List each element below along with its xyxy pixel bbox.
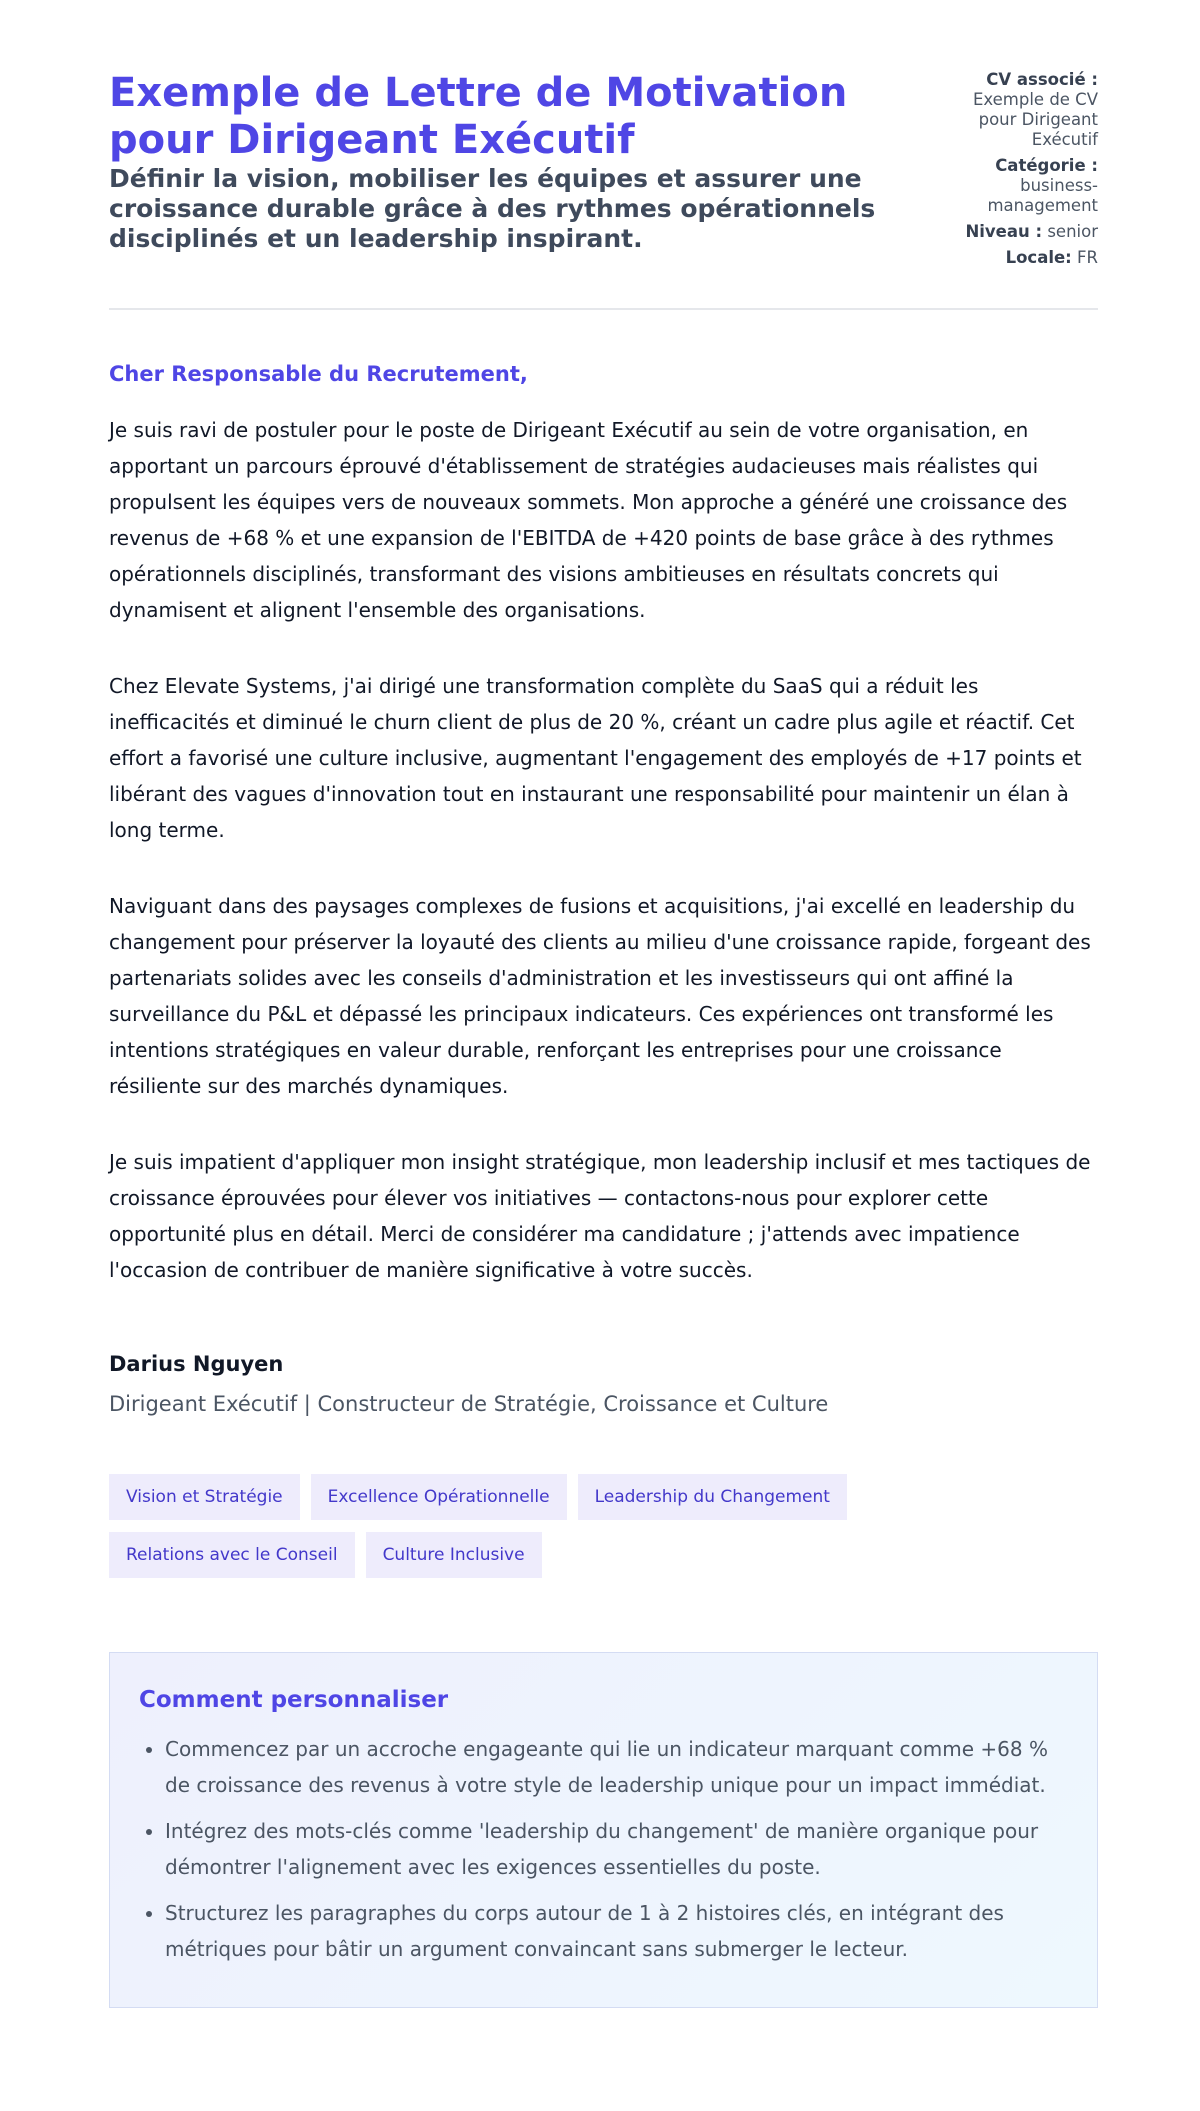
meta-cv	[948, 70, 1098, 150]
meta-category-value: business-management	[987, 176, 1098, 215]
tips-title: Comment personnaliser	[139, 1687, 449, 1713]
letter-body	[109, 412, 1098, 1288]
tip-item: • Intégrez des mots-clés comme 'leadership du changement' de manière organique pour démontrer l'alignement avec les exigences essentielles du poste.	[165, 1813, 1067, 1885]
letter-paragraph: Chez Elevate Systems, j'ai dirigé une transformation complète du SaaS qui a réduit les inefficacités et diminué le churn client de plus de 20 %, créant un cadre plus agile et réactif. Cet effort a favorisé une culture inclusive, augmentant l'engagement des employés de +17 points et libérant des vagues d'innovation tout en instaurant une responsabilité pour maintenir un élan à long terme.	[109, 674, 1082, 842]
letter-paragraph: Naviguant dans des paysages complexes de fusions et acquisitions, j'ai excellé en leadership du changement pour préserver la loyauté des clients au milieu d'une croissance rapide, forgeant des partenariats solides avec les conseils d'administration et les investisseurs qui ont affiné la surveillance du P&L et dépassé les principaux indicateurs. Ces expériences ont transformé les intentions stratégiques en valeur durable, renforçant les entreprises pour une croissance résiliente sur des marchés dynamiques.	[109, 894, 1091, 1098]
meta-level	[948, 222, 1098, 242]
tag-list	[109, 1474, 909, 1578]
meta-level-value: senior	[1047, 222, 1098, 241]
letter-greeting: Cher Responsable du Recrutement,	[109, 362, 528, 386]
tag: Vision et Stratégie	[109, 1474, 300, 1520]
tips-list	[139, 1731, 1067, 1967]
meta-panel	[948, 70, 1098, 274]
letter-paragraph: Je suis impatient d'appliquer mon insight stratégique, mon leadership inclusif et mes tactiques de croissance éprouvées pour élever vos initiatives — contactons-nous pour explorer cette opportunité plus en détail. Merci de considérer ma candidature ; j'attends avec impatience l'occasion de contribuer de manière significative à votre succès.	[109, 1150, 1091, 1282]
meta-category	[948, 156, 1098, 216]
signature-name: Darius Nguyen	[109, 1352, 284, 1376]
meta-locale-value: FR	[1077, 248, 1098, 267]
meta-locale	[948, 248, 1098, 268]
tag: Excellence Opérationnelle	[311, 1474, 567, 1520]
tag: Relations avec le Conseil	[109, 1532, 355, 1578]
tips-box	[109, 1652, 1098, 2008]
tag: Culture Inclusive	[366, 1532, 542, 1578]
page-title: Exemple de Lettre de Motivation pour Dirigeant Exécutif	[109, 70, 848, 163]
meta-level-label: Niveau :	[965, 222, 1043, 241]
meta-cv-label: CV associé :	[986, 70, 1098, 89]
tip-item: • Commencez par un accroche engageante qui lie un indicateur marquant comme +68 % de croissance des revenus à votre style de leadership unique pour un impact immédiat.	[165, 1731, 1067, 1803]
meta-locale-label: Locale:	[1005, 248, 1072, 267]
header	[109, 70, 1098, 310]
tip-item: • Structurez les paragraphes du corps autour de 1 à 2 histoires clés, en intégrant des métriques pour bâtir un argument convaincant sans submerger le lecteur.	[165, 1895, 1067, 1967]
meta-category-label: Catégorie :	[995, 156, 1098, 175]
letter-paragraph: Je suis ravi de postuler pour le poste de Dirigeant Exécutif au sein de votre organisation, en apportant un parcours éprouvé d'établissement de stratégies audacieuses mais réalistes qui propulsent les équipes vers de nouveaux sommets. Mon approche a généré une croissance des revenus de +68 % et une expansion de l'EBITDA de +420 points de base grâce à des rythmes opérationnels disciplinés, transformant des visions ambitieuses en résultats concrets qui dynamisent et alignent l'ensemble des organisations.	[109, 418, 1068, 622]
page-subtitle: Définir la vision, mobiliser les équipes et assurer une croissance durable grâce à des rythmes opérationnels disciplinés et un leadership inspirant.	[109, 164, 876, 253]
tag: Leadership du Changement	[578, 1474, 847, 1520]
signature-title: Dirigeant Exécutif | Constructeur de Stratégie, Croissance et Culture	[109, 1392, 829, 1416]
header-text	[109, 70, 929, 254]
meta-cv-value: Exemple de CV pour Dirigeant Exécutif	[972, 90, 1098, 149]
